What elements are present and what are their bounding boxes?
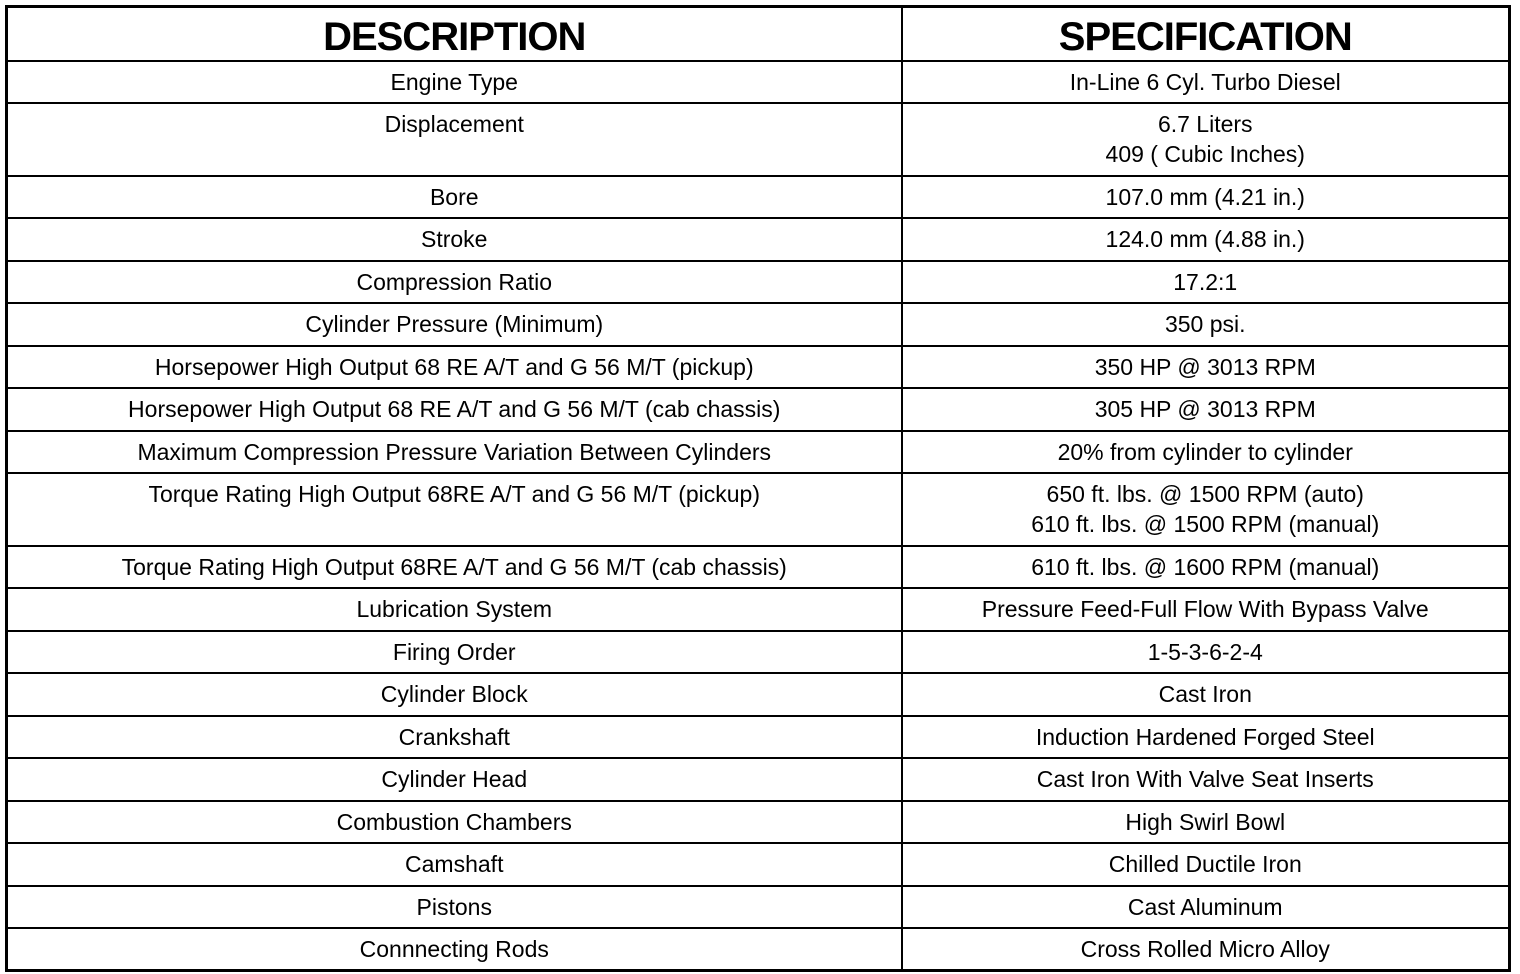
description-text: Bore [429,183,479,210]
description-cell [7,886,902,929]
description-cell [7,588,902,631]
description-cell [7,473,902,546]
table-row [7,431,1510,474]
specification-text: 6.7 Liters [1157,111,1253,137]
specification-text: 610 ft. lbs. @ 1500 RPM (manual) [1031,511,1380,537]
description-cell [7,218,902,261]
description-text: Lubrication System [356,596,553,622]
table-row [7,176,1510,219]
specification-text: High Swirl Bowl [1125,808,1286,835]
specification-text: Chilled Ductile Iron [1108,851,1302,877]
table-row [7,588,1510,631]
specification-text: 107.0 mm (4.21 in.) [1105,183,1305,210]
description-text: Engine Type [390,68,518,95]
header-row [7,7,1510,61]
specification-text: Cast Aluminum [1127,893,1283,920]
description-cell [7,261,902,304]
specification-cell [902,843,1510,886]
specification-text: 610 ft. lbs. @ 1600 RPM (manual) [1031,553,1380,580]
specification-cell [902,176,1510,219]
description-text: Connnecting Rods [359,936,549,962]
description-cell [7,716,902,759]
specification-text: Cast Iron [1158,681,1252,707]
description-cell [7,843,902,886]
description-text: Horsepower High Output 68 RE A/T and G 56 M/T (cab chassis) [128,396,781,422]
specification-cell [902,218,1510,261]
specification-text: 350 psi. [1164,311,1246,337]
table-row [7,758,1510,801]
table-row [7,473,1510,546]
description-text: Displacement [384,111,524,137]
table-row [7,388,1510,431]
table-body [7,61,1510,971]
description-text: Torque Rating High Output 68RE A/T and G 56 M/T (cab chassis) [121,553,787,580]
description-cell [7,303,902,346]
description-cell [7,546,902,589]
table-row [7,261,1510,304]
specification-text: 1-5-3-6-2-4 [1147,638,1263,665]
description-text: Cylinder Head [381,766,528,792]
description-cell [7,103,902,176]
description-text: Crankshaft [398,723,510,750]
table-row [7,716,1510,759]
table-row [7,886,1510,929]
description-text: Stroke [421,226,488,252]
specification-cell [902,928,1510,971]
specification-text: 20% from cylinder to cylinder [1057,438,1353,465]
specification-cell [902,758,1510,801]
table-row [7,303,1510,346]
description-cell [7,388,902,431]
description-text: Cylinder Pressure (Minimum) [305,311,604,337]
description-text: Camshaft [405,851,504,877]
description-cell [7,631,902,674]
specification-cell [902,61,1510,104]
table-row [7,103,1510,176]
description-text: Combustion Chambers [336,808,572,835]
description-text: Firing Order [392,638,516,665]
engine-spec-table [5,5,1511,972]
table-row [7,218,1510,261]
specification-text: 124.0 mm (4.88 in.) [1105,226,1305,252]
description-text: Compression Ratio [356,268,553,295]
specification-text: Pressure Feed-Full Flow With Bypass Valve [981,596,1429,622]
specification-cell [902,346,1510,389]
table-row [7,928,1510,971]
specification-text: 650 ft. lbs. @ 1500 RPM (auto) [1046,481,1364,507]
specification-text: Cast Iron With Valve Seat Inserts [1036,766,1374,792]
specification-text: 409 ( Cubic Inches) [1105,141,1305,167]
specification-cell [902,673,1510,716]
specification-text: Induction Hardened Forged Steel [1035,723,1375,750]
specification-cell [902,801,1510,844]
description-cell [7,346,902,389]
description-text: Cylinder Block [380,681,528,707]
table-row [7,631,1510,674]
specification-cell [902,473,1510,546]
description-cell [7,61,902,104]
table-row [7,61,1510,104]
description-header: DESCRIPTION [7,7,902,61]
description-text: Maximum Compression Pressure Variation Between Cylinders [137,438,772,465]
description-text: Torque Rating High Output 68RE A/T and G 56 M/T (pickup) [148,481,761,507]
specification-cell [902,716,1510,759]
description-text: Horsepower High Output 68 RE A/T and G 56 M/T (pickup) [154,353,754,380]
table-row [7,546,1510,589]
description-cell [7,758,902,801]
specification-cell [902,388,1510,431]
specification-cell [902,261,1510,304]
description-cell [7,176,902,219]
specification-text: Cross Rolled Micro Alloy [1080,936,1330,962]
specification-cell [902,588,1510,631]
specification-text: 17.2:1 [1173,268,1238,295]
specification-cell [902,886,1510,929]
table-row [7,843,1510,886]
specification-cell [902,103,1510,176]
specification-text: 350 HP @ 3013 RPM [1094,353,1316,380]
table-row [7,673,1510,716]
description-cell [7,673,902,716]
table-row [7,346,1510,389]
specification-text: In-Line 6 Cyl. Turbo Diesel [1069,68,1341,95]
description-text: Pistons [416,893,492,920]
specification-cell [902,431,1510,474]
specification-cell [902,303,1510,346]
specification-cell [902,546,1510,589]
specification-text: 305 HP @ 3013 RPM [1094,396,1316,422]
description-cell [7,431,902,474]
table-row [7,801,1510,844]
description-cell [7,801,902,844]
description-cell [7,928,902,971]
specification-cell [902,631,1510,674]
specification-header: SPECIFICATION [902,7,1510,61]
